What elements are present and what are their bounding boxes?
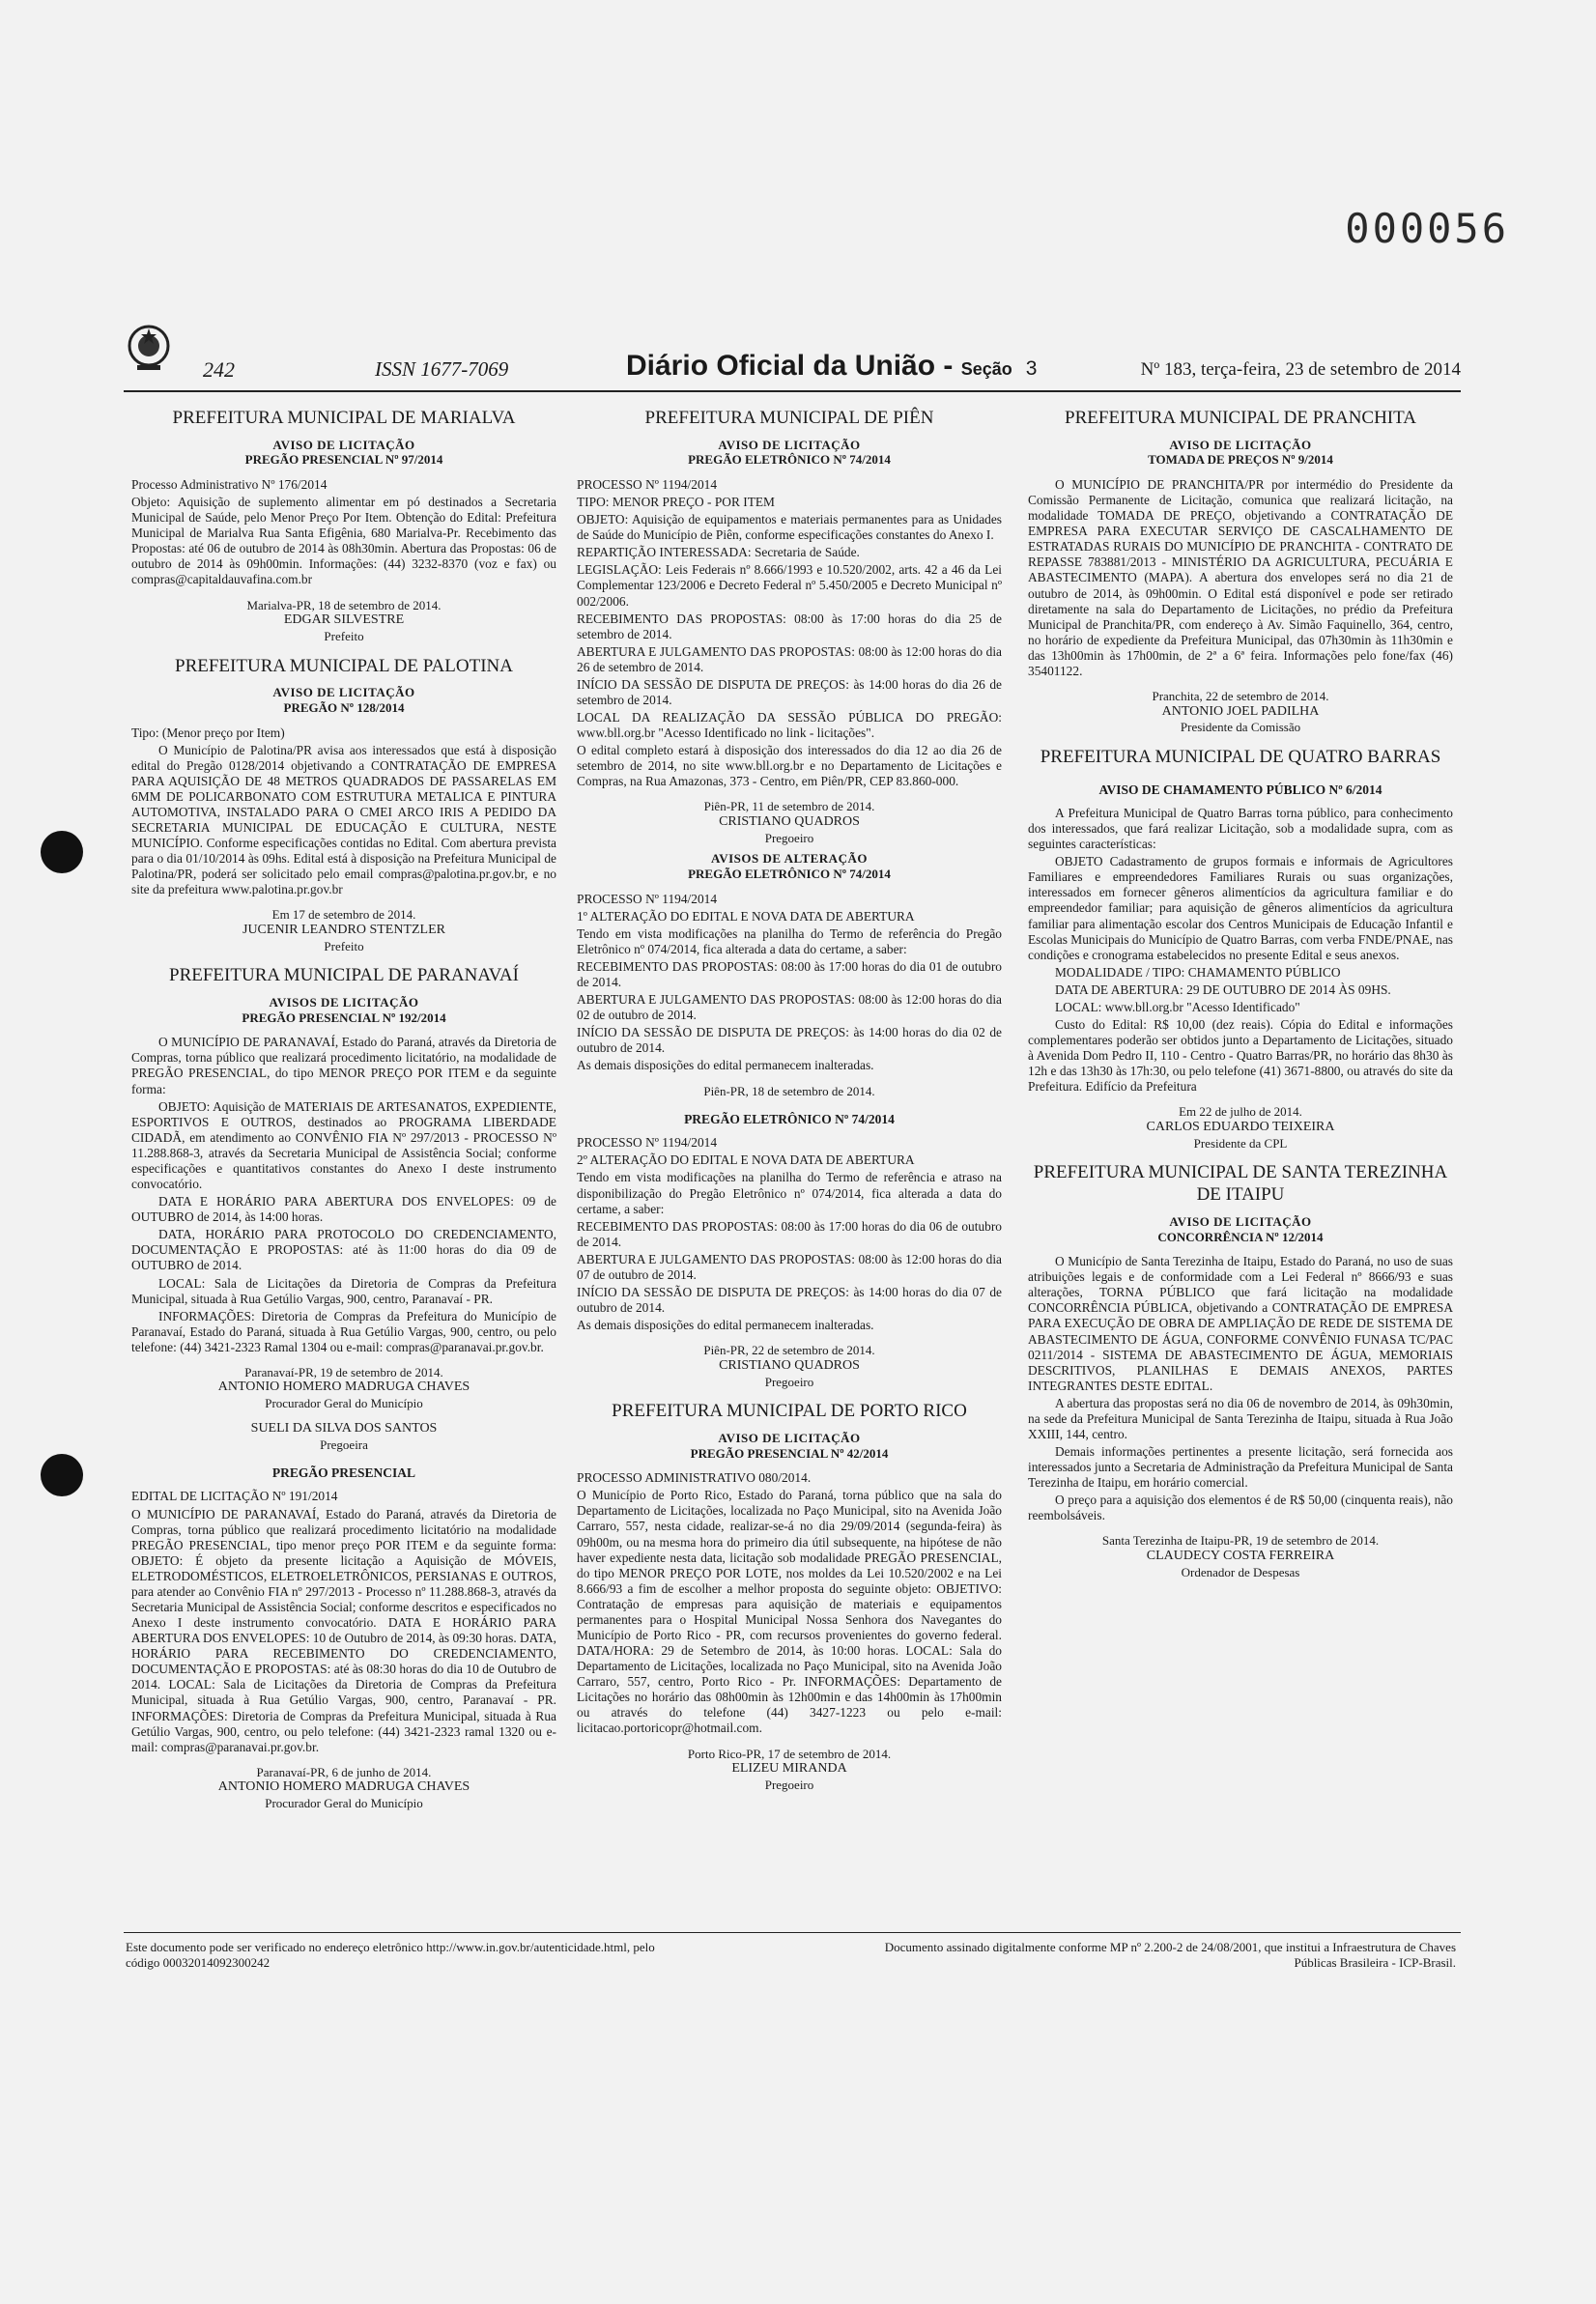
heading: PREFEITURA MUNICIPAL DE PARANAVAÍ xyxy=(169,965,519,986)
page-number: 242 xyxy=(203,357,235,382)
paragraph: PROCESSO Nº 1194/2014 xyxy=(577,476,718,492)
signature: Piên-PR, 22 de setembro de 2014. CRISTIANO QUADROS Pregoeiro xyxy=(703,1343,875,1389)
signature: Paranavaí-PR, 19 de setembro de 2014. ANTONIO HOMERO MADRUGA CHAVES Procurador Geral do Município xyxy=(217,1364,470,1411)
paragraph: O Município de Santa Terezinha de Itaipu, Estado do Paraná, no uso de suas atribuições legais e de conformidade com a Lei Federal nº 8666/93 e suas alterações, TORNA PÚBLICO que fará licitação na modalidade CONCORRÊNCIA PÚBLICA, objetivando a CONTRATAÇÃO DE EMPRESA PARA EXECUÇÃO DE OBRA DE AMPLIAÇÃO DE REDE DE SISTEMA DE ABASTECIMENTO DE ÁGUA, CONFORME CONVÊNIO FUNASA TC/PAC 0211/2014 - SISTEMA DE ABASTECIMENTO DE ÁGUA, MEMORIAIS DESCRITIVOS, PLANILHAS E DEMAIS ANEXOS, PARTES INTEGRANTES DESTE EDITAL. xyxy=(1028,1254,1453,1393)
paragraph: ABERTURA E JULGAMENTO DAS PROPOSTAS: 08:00 às 12:00 horas do dia 02 de outubro de 2014. xyxy=(577,992,1002,1023)
footer-signature-note: Documento assinado digitalmente conforme MP nº 2.200-2 de 24/08/2001, que institui a Infraestrutura de Chaves Públicas Brasileira - ICP-Brasil. xyxy=(884,1940,1456,1970)
paragraph: A Prefeitura Municipal de Quatro Barras torna público, para conhecimento dos interessados, que fará realizar Licitação, sob a modalidade supra, com as seguintes características: xyxy=(1028,805,1453,852)
paragraph: Tendo em vista modificações na planilha do Termo de referência e atraso na disponibilização do Pregão Eletrônico nº 074/2014, fica alterada a data do certame, a saber: xyxy=(577,1170,1002,1216)
punch-hole-bottom xyxy=(41,1454,83,1496)
paragraph: MODALIDADE / TIPO: CHAMAMENTO PÚBLICO xyxy=(1055,964,1341,980)
heading: PREFEITURA MUNICIPAL DE PRANCHITA xyxy=(1065,408,1416,428)
notice-subtitle: PREGÃO PRESENCIAL Nº 97/2014 xyxy=(244,452,443,468)
paragraph: O MUNICÍPIO DE PRANCHITA/PR por intermédio do Presidente da Comissão Permanente de Licitação, comunica que realizará licitação, na modalidade TOMADA DE PREÇO, objetivando a CONTRATAÇÃO DE EMPRESA PARA EXECUTAR SERVIÇO DE CASCALHAMENTO DE ESTRATADAS RURAIS DO MUNICÍPIO DE PRANCHITA - CONTRATO DE REPASSE 783881/2013 - MINISTÉRIO DA AGRICULTURA, PECUÁRIA E ABASTECIMENTO (MAPA). A abertura dos envelopes será no dia 21 de outubro de 2014, às 09h00min. O Edital está disponível e pode ser retirado diretamente na sala do Departamento de Licitações, no prédio da Prefeitura Municipal de Pranchita/PR, com endereço à Av. Simão Faquinello, 364, centro, no horário de expediente da Prefeitura Municipal, das 07h30min às 11h30min e das 13h00min às 17h00min, de 2ª a 6ª feira. Informações pelo fone/fax (46) 35401122. xyxy=(1028,476,1453,678)
heading: PREFEITURA MUNICIPAL DE MARIALVA xyxy=(172,408,516,428)
paragraph: 1º ALTERAÇÃO DO EDITAL E NOVA DATA DE ABERTURA xyxy=(577,908,915,924)
republic-seal-icon xyxy=(124,323,174,373)
heading: PREFEITURA MUNICIPAL DE SANTA TEREZINHA DE ITAIPU xyxy=(1033,1162,1448,1206)
paragraph: INÍCIO DA SESSÃO DE DISPUTA DE PREÇOS: às 14:00 horas do dia 02 de outubro de 2014. xyxy=(577,1025,1002,1056)
paragraph: As demais disposições do edital permanecem inalteradas. xyxy=(577,1058,874,1073)
paragraph: O edital completo estará à disposição dos interessados do dia 12 ao dia 26 de setembro de 2014, no site www.bll.org.br e no Departamento de Licitações e Compras, na Rua Amazonas, 373 - Centro, em Piên/PR, CEP 83.860-000. xyxy=(577,743,1002,789)
paragraph: Objeto: Aquisição de suplemento alimentar em pó destinados a Secretaria Municipal de Saúde, pelo Menor Preço Por Item. Obtenção do Edital: Prefeitura Municipal de Marialva Rua Santa Efigênia, 680 Marialva-Pr. Recebimento das Propostas: até 06 de outubro de 2014 às 08h30min. Abertura das Propostas: 06 de outubro de 2014 às 09h00min. Informações: (44) 3232-8370 (voz e fax) ou compras@capitaldauvafina.com.br xyxy=(131,495,556,587)
notice-title: AVISOS DE LICITAÇÃO xyxy=(269,995,419,1010)
paragraph: Tipo: (Menor preço por Item) xyxy=(131,725,285,740)
paragraph: OBJETO: Aquisição de MATERIAIS DE ARTESANATOS, EXPEDIENTE, ESPORTIVOS E OUTROS, destinados ao PROGRAMA LIBERDADE CIDADÃ, em atendimento ao CONVÊNIO FIA Nº 297/2013 - PROCESSO Nº 11.288.868-3, através da Secretaria Municipal de Assistência Social; conforme especificações e quantitativos constantes do Anexo I deste instrumento convocatório. xyxy=(131,1098,556,1192)
paragraph: O Município de Porto Rico, Estado do Paraná, torna público que na sala do Departamento de Licitações, localizada no Paço Municipal, sito na Avenida João Carraro, 557, nesta cidade, realizar-se-á no dia 29/09/2014 (segunda-feira) às 09h00m, ou na mesma hora do primeiro dia útil subsequente, na hipótese de não haver expediente nesta data, licitação sob modalidade PREGÃO PRESENCIAL, do tipo MENOR PREÇO POR LOTE, nos moldes da Lei 10.520/2002 e na Lei 8.666/93 a fim de escolher a melhor proposta do seguinte objeto: OBJETIVO: Contratação de empresas para aquisição de materiais e equipamentos permanentes para o Hospital Municipal Nossa Senhora dos Navegantes do Município de Porto Rico - PR, com recursos provenientes do governo federal. DATA/HORA: 29 de Setembro de 2014, às 10:00 horas. LOCAL: Sala do Departamento de Licitações, localizada no Paço Municipal, sito na Avenida João Carraro, 557, centro, Porto Rico - Pr. INFORMAÇÕES: Departamento de Licitações no horário das 08h00min às 12h00min e das 14h00min às 17h00min ou através do telefone (44) 3427-1223 ou pelo e-mail: licitacao.portoricopr@hotmail.com. xyxy=(577,1488,1002,1736)
paragraph: O Município de Palotina/PR avisa aos interessados que está à disposição edital do Pregão 0128/2014 objetivando a CONTRATAÇÃO DE EMPRESA PARA AQUISIÇÃO DE 48 METROS QUADRADOS DE PASSARELAS EM 6MM DE POLICARBONATO COM ESTRUTURA METALICA E PINTURA AUTOMOTIVA, INSTALADO PARA O CMEI ARCO IRIS A PEDIDO DA SECRETARIA MUNICIPAL DE EDUCAÇÃO E CULTURA, NESTE MUNICÍPIO. Conforme especificações contidas no Edital. Com abertura prevista para o dia 01/10/2014 às 09hs. Edital está à disposição na Prefeitura Municipal de Palotina/PR, poderá ser solicitado pelo email compras@palotina.pr.gov.br, e no site da prefeitura www.palotina.pr.gov.br xyxy=(131,742,556,897)
paragraph: DATA, HORÁRIO PARA PROTOCOLO DO CREDENCIAMENTO, DOCUMENTAÇÃO E PROPOSTAS: até às 11:00 horas do dia 09 de OUTUBRO de 2014. xyxy=(131,1227,556,1273)
paragraph: RECEBIMENTO DAS PROPOSTAS: 08:00 às 17:00 horas do dia 01 de outubro de 2014. xyxy=(577,958,1002,990)
signature: Piên-PR, 11 de setembro de 2014. CRISTIANO QUADROS Pregoeiro xyxy=(703,799,875,845)
paragraph: INÍCIO DA SESSÃO DE DISPUTA DE PREÇOS: às 14:00 horas do dia 26 de setembro de 2014. xyxy=(577,676,1002,707)
signature: Porto Rico-PR, 17 de setembro de 2014. ELIZEU MIRANDA Pregoeiro xyxy=(687,1746,892,1792)
signature: Em 22 de julho de 2014. CARLOS EDUARDO TEIXEIRA Presidente da CPL xyxy=(1146,1104,1335,1151)
paragraph: O preço para a aquisição dos elementos é de R$ 50,00 (cinquenta reais), não reembolsáveis. xyxy=(1028,1493,1453,1523)
paragraph: Custo do Edital: R$ 10,00 (dez reais). Cópia do Edital e informações complementares poderão ser obtidos junto a Departamento de Licitações, situado à Avenida Dom Pedro II, 110 - Centro - Quatro Barras/PR, no horário das 8h30 às 12h e das 13h30 às 17h:30, ou pelo telefone (41) 3671-8800, ou através do site da Prefeitura. Edifício da Prefeitura xyxy=(1028,1016,1453,1095)
notice-title: AVISO DE LICITAÇÃO xyxy=(718,1431,861,1445)
paragraph: 2º ALTERAÇÃO DO EDITAL E NOVA DATA DE ABERTURA xyxy=(577,1152,915,1168)
paragraph: PROCESSO Nº 1194/2014 xyxy=(577,891,718,906)
paragraph: OBJETO Cadastramento de grupos formais e informais de Agricultores Familiares e empreendedores Familiares Rurais ou suas organizações, interessados em fornecer gêneros alimentícios da agricultura familiar e do empreendedor familiar; para aquisição de gêneros alimentícios da agricultura familiar para alimentação escolar dos Centros Municipais de Educação Infantil e Escolas Municipais do Município de Quatro Barras, com verba FNDE/PNAE, nas condições e cronograma estabelecidos no presente Edital e seus anexos. xyxy=(1028,854,1453,962)
paragraph: INFORMAÇÕES: Diretoria de Compras da Prefeitura do Município de Paranavaí, Estado do Paraná, situada à Rua Getúlio Vargas, 900, centro, ou pelo telefone: (44) 3421-2323 Ramal 1304 ou e-mail: compras@paranavai.pr.gov.br. xyxy=(131,1308,556,1354)
paragraph: A abertura das propostas será no dia 06 de novembro de 2014, às 09h30min, na sede da Prefeitura Municipal de Santa Terezinha de Itaipu, situada à Rua João XXIII, 144, centro. xyxy=(1028,1395,1453,1441)
paragraph: PROCESSO ADMINISTRATIVO 080/2014. xyxy=(577,1470,812,1486)
notice-title: AVISO DE LICITAÇÃO xyxy=(718,437,861,452)
paragraph: TIPO: MENOR PREÇO - POR ITEM xyxy=(577,495,775,510)
paragraph: OBJETO: Aquisição de equipamentos e materiais permanentes para as Unidades de Saúde do Município de Piên, conforme especificações constantes do Anexo I. xyxy=(577,512,1002,543)
notice-subtitle: CONCORRÊNCIA Nº 12/2014 xyxy=(1157,1229,1324,1244)
paragraph: LEGISLAÇÃO: Leis Federais nº 8.666/1993 e 10.520/2002, arts. 42 a 46 da Lei Complementar 123/2006 e Decreto Federal nº 5.450/2005 e Decreto Municipal nº 002/2006. xyxy=(577,562,1002,609)
notice-subtitle: PREGÃO ELETRÔNICO Nº 74/2014 xyxy=(688,452,891,468)
signature: Santa Terezinha de Itaipu-PR, 19 de setembro de 2014. CLAUDECY COSTA FERREIRA Ordenador de Despesas xyxy=(1101,1533,1380,1579)
paragraph: ABERTURA E JULGAMENTO DAS PROPOSTAS: 08:00 às 12:00 horas do dia 07 de outubro de 2014. xyxy=(577,1251,1002,1282)
notice-subtitle: PREGÃO PRESENCIAL Nº 192/2014 xyxy=(242,1010,446,1025)
issue-info: Nº 183, terça-feira, 23 de setembro de 2014 xyxy=(1140,359,1461,380)
page-stamp-number: 000056 xyxy=(1345,205,1509,252)
notice-title: AVISO DE LICITAÇÃO xyxy=(272,685,415,700)
paragraph: As demais disposições do edital permanecem inalteradas. xyxy=(577,1318,874,1333)
paragraph: ABERTURA E JULGAMENTO DAS PROPOSTAS: 08:00 às 12:00 horas do dia 26 de setembro de 2014. xyxy=(577,643,1002,674)
notice-subtitle: PREGÃO ELETRÔNICO Nº 74/2014 xyxy=(688,867,891,882)
paragraph: PROCESSO Nº 1194/2014 xyxy=(577,1135,718,1151)
paragraph: INÍCIO DA SESSÃO DE DISPUTA DE PREÇOS: às 14:00 horas do dia 07 de outubro de 2014. xyxy=(577,1284,1002,1316)
footer-rule xyxy=(124,1932,1461,1933)
notice-subtitle: TOMADA DE PREÇOS Nº 9/2014 xyxy=(1148,452,1333,468)
punch-hole-top xyxy=(41,831,83,873)
heading: PREFEITURA MUNICIPAL DE PORTO RICO xyxy=(612,1401,967,1422)
paragraph: Demais informações pertinentes a presente licitação, será fornecida aos interessados junto a Secretaria de Administração da Prefeitura Municipal de Santa Terezinha de Itaipu, em horário comercial. xyxy=(1028,1444,1453,1491)
column-right xyxy=(1028,396,1453,1585)
paragraph: LOCAL DA REALIZAÇÃO DA SESSÃO PÚBLICA DO PREGÃO: www.bll.org.br "Acesso Identificado no link - licitações". xyxy=(577,710,1002,741)
newspaper-title: Diário Oficial da União - Seção 3 xyxy=(626,350,1038,382)
paragraph: LOCAL: www.bll.org.br "Acesso Identificado" xyxy=(1055,999,1300,1014)
notice-title: AVISO DE LICITAÇÃO xyxy=(1169,437,1312,452)
notice-subtitle: PREGÃO PRESENCIAL Nº 42/2014 xyxy=(690,1445,889,1461)
paragraph: REPARTIÇÃO INTERESSADA: Secretaria de Saúde. xyxy=(577,545,860,560)
paragraph: EDITAL DE LICITAÇÃO Nº 191/2014 xyxy=(131,1489,338,1504)
notice-title: AVISO DE LICITAÇÃO xyxy=(1169,1213,1312,1229)
paragraph: O MUNICÍPIO DE PARANAVAÍ, Estado do Paraná, através da Diretoria de Compras, torna público que realizará procedimento licitatório na modalidade PREGÃO PRESENCIAL, tipo menor preço POR ITEM e da seguinte forma: OBJETO: É objeto da presente licitação a Aquisição de MÓVEIS, ELETRODOMÉSTICOS, ELETROELETRÔNICOS, PERSIANAS E OUTROS, para atender ao Convênio FIA nº 297/2013 - Processo nº 11.288.868-3, através da Secretaria Municipal de Assistência Social; conforme descritos e especificados no Anexo I deste instrumento convocatório. DATA E HORÁRIO PARA ABERTURA DOS ENVELOPES: 10 de Outubro de 2014, às 09:30 horas. DATA, HORÁRIO PARA RECEBIMENTO DO CREDENCIAMENTO, DOCUMENTAÇÃO E PROPOSTAS: até às 08:30 horas do dia 10 de Outubro de 2014. LOCAL: Sala de Licitações da Diretoria de Compras da Prefeitura Municipal, situada à Rua Getúlio Vargas, 900, centro, Paranavaí - PR. INFORMAÇÕES: Diretoria de Compras da Prefeitura Municipal, situada à Rua Getúlio Vargas, 900, centro, ou pelo telefone: (44) 3421-2323 ramal 1320 ou e-mail: compras@paranavai.pr.gov.br. xyxy=(131,1506,556,1754)
notice-subtitle: AVISO DE CHAMAMENTO PÚBLICO Nº 6/2014 xyxy=(1098,782,1382,797)
signature: Paranavaí-PR, 6 de junho de 2014. ANTONIO HOMERO MADRUGA CHAVES Procurador Geral do Município xyxy=(217,1764,470,1811)
notice-subtitle: PREGÃO ELETRÔNICO Nº 74/2014 xyxy=(684,1112,895,1127)
heading: PREFEITURA MUNICIPAL DE QUATRO BARRAS xyxy=(1040,746,1441,767)
paragraph: Processo Administrativo Nº 176/2014 xyxy=(131,476,328,492)
paragraph: RECEBIMENTO DAS PROPOSTAS: 08:00 às 17:00 horas do dia 25 de setembro de 2014. xyxy=(577,611,1002,641)
heading: PREFEITURA MUNICIPAL DE PALOTINA xyxy=(175,655,513,676)
header-rule xyxy=(124,390,1461,392)
column-left xyxy=(131,396,556,1817)
signature: Piên-PR, 18 de setembro de 2014. xyxy=(703,1083,875,1098)
issn: ISSN 1677-7069 xyxy=(375,357,509,381)
notice-title: AVISOS DE ALTERAÇÃO xyxy=(711,851,868,867)
notice-subtitle: PREGÃO Nº 128/2014 xyxy=(283,699,405,715)
signature: Marialva-PR, 18 de setembro de 2014. EDGAR SILVESTRE Prefeito xyxy=(246,597,442,643)
paragraph: O MUNICÍPIO DE PARANAVAÍ, Estado do Paraná, através da Diretoria de Compras, torna público que realizará procedimento licitatório, na modalidade de PREGÃO PRESENCIAL, do tipo MENOR PREÇO POR ITEM e da seguinte forma: xyxy=(131,1035,556,1096)
signature: Em 17 de setembro de 2014. JUCENIR LEANDRO STENTZLER Prefeito xyxy=(242,907,445,953)
paragraph: DATA DE ABERTURA: 29 DE OUTUBRO DE 2014 ÀS 09HS. xyxy=(1055,981,1391,997)
heading: PREFEITURA MUNICIPAL DE PIÊN xyxy=(644,408,934,428)
notice-subtitle: PREGÃO PRESENCIAL xyxy=(271,1465,416,1481)
page-header xyxy=(124,348,1461,394)
notice-title: AVISO DE LICITAÇÃO xyxy=(272,437,415,452)
column-middle xyxy=(577,396,1002,1799)
paragraph: DATA E HORÁRIO PARA ABERTURA DOS ENVELOPES: 09 de OUTUBRO de 2014, às 14:00 horas. xyxy=(131,1194,556,1225)
signature: SUELI DA SILVA DOS SANTOS Pregoeira xyxy=(250,1420,438,1452)
signature: Pranchita, 22 de setembro de 2014. ANTONIO JOEL PADILHA Presidente da Comissão xyxy=(1152,689,1329,735)
paragraph: Tendo em vista modificações na planilha do Termo de referência do Pregão Eletrônico nº 074/2014, fica alterada a data do certame, a saber: xyxy=(577,925,1002,956)
paragraph: LOCAL: Sala de Licitações da Diretoria de Compras da Prefeitura Municipal, situada à Rua Getúlio Vargas, 900, centro, Paranavaí - PR. xyxy=(131,1275,556,1306)
paragraph: RECEBIMENTO DAS PROPOSTAS: 08:00 às 17:00 horas do dia 06 de outubro de 2014. xyxy=(577,1218,1002,1249)
footer-verification: Este documento pode ser verificado no endereço eletrônico http://www.in.gov.br/autenticidade.html, pelo código 00032014092300242 xyxy=(126,1940,655,1970)
